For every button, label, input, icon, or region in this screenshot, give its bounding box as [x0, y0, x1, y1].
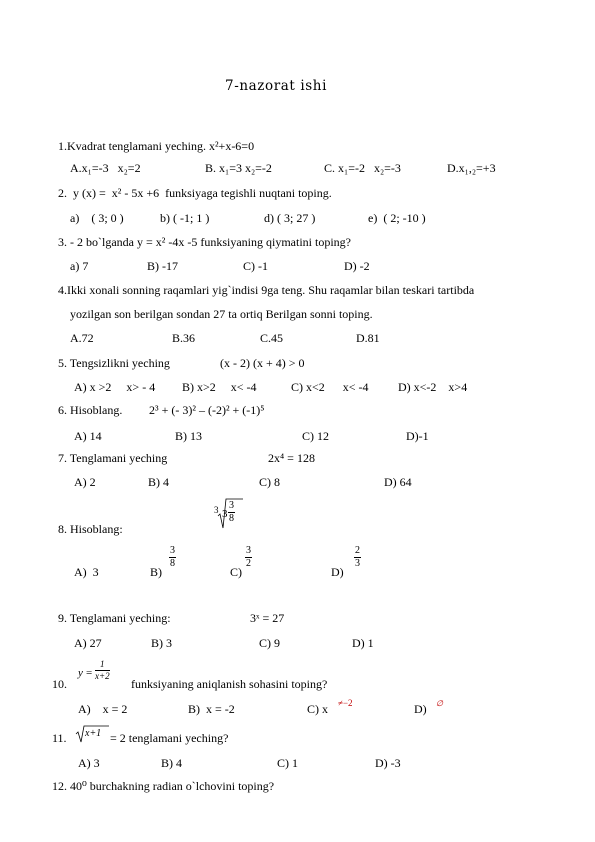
- fraction-denominator: 8: [170, 558, 175, 569]
- function-fraction: [95, 660, 110, 681]
- root-fraction: [228, 501, 235, 524]
- q8-option-b: B): [150, 565, 162, 579]
- question-7: 7. Tenglamani yeching: [58, 451, 168, 465]
- q2-option-b: b) ( -1; 1 ): [160, 211, 210, 225]
- question-12: 12. 40⁰ burchakning radian o`lchovini toping?: [52, 779, 275, 793]
- q11-option-c: C) 1: [277, 756, 298, 770]
- fraction-numerator: 2: [355, 545, 360, 556]
- question-6-expression: 2³ + (- 3)² – (-2)² + (-1)⁵: [149, 403, 265, 417]
- fraction-denominator: 3: [355, 558, 360, 569]
- q8-option-c: C): [230, 565, 242, 579]
- root-fraction-numerator: 3: [229, 500, 234, 511]
- question-2: 2. y (x) = x² - 5x +6 funksiyaga tegishli nuqtani toping.: [58, 186, 332, 200]
- radicand: x+1: [85, 728, 102, 739]
- root-fraction-denominator: 8: [229, 513, 234, 524]
- not-equal-symbol: ≠−2: [338, 698, 353, 708]
- question-8: 8. Hisoblang:: [58, 522, 123, 536]
- q6-option-b: B) 13: [175, 429, 202, 443]
- q3-option-b: B) -17: [147, 259, 178, 273]
- question-4-line-1: 4.Ikki xonali sonning raqamlari yig`indisi 9ga teng. Shu raqamlar bilan teskari tartibda: [58, 283, 475, 297]
- q9-option-c: C) 9: [259, 636, 280, 650]
- page-title: 7-nazorat ishi: [225, 78, 328, 94]
- q11-option-d: D) -3: [375, 756, 401, 770]
- q4-option-a: A.72: [70, 331, 94, 345]
- root-index: 3: [214, 505, 219, 515]
- fraction-numerator: 1: [95, 660, 110, 671]
- question-8-radical: [214, 496, 244, 532]
- q8-option-a: A) 3: [74, 565, 99, 579]
- question-9: 9. Tenglamani yeching:: [58, 611, 171, 625]
- q5-option-a: A) x >2 x> - 4: [74, 380, 156, 394]
- q3-option-c: C) -1: [243, 259, 268, 273]
- question-10: funksiyaning aniqlanish sohasini toping?: [131, 677, 328, 691]
- question-11-number: 11.: [52, 731, 67, 745]
- question-3: 3. - 2 bo`lganda y = x² -4x -5 funksiyaning qiymatini toping?: [58, 235, 351, 249]
- q5-option-d: D) x<-2 x>4: [398, 380, 468, 394]
- q7-option-b: B) 4: [148, 475, 169, 489]
- q10-option-d: D): [414, 702, 427, 716]
- fraction-numerator: 3: [170, 545, 175, 556]
- q9-option-b: B) 3: [151, 636, 172, 650]
- fraction-denominator: x+2: [95, 671, 110, 681]
- q1-option-c: C. x₁=-2 x₂=-3: [324, 161, 401, 175]
- q8-option-b-fraction: [169, 546, 176, 569]
- q5-option-b: B) x>2 x< -4: [182, 380, 257, 394]
- question-11: = 2 tenglamani yeching?: [110, 731, 229, 745]
- q9-option-d: D) 1: [352, 636, 374, 650]
- question-9-expression: 3ˣ = 27: [250, 611, 285, 625]
- root-whole: 3: [222, 508, 228, 520]
- q9-option-a: A) 27: [74, 636, 102, 650]
- q7-option-c: C) 8: [259, 475, 280, 489]
- question-11-radical: [75, 724, 111, 746]
- q10-option-c: C) x: [307, 702, 328, 716]
- question-5-expression: (x - 2) (x + 4) > 0: [220, 356, 305, 370]
- q8-option-d: D): [331, 565, 344, 579]
- question-6: 6. Hisoblang.: [58, 403, 123, 417]
- q2-option-a: a) ( 3; 0 ): [70, 211, 124, 225]
- q4-option-c: C.45: [260, 331, 284, 345]
- function-y: y: [78, 667, 83, 679]
- q10-option-a: A) x = 2: [78, 702, 128, 716]
- question-7-expression: 2x⁴ = 128: [268, 451, 315, 465]
- q3-option-a: a) 7: [70, 259, 89, 273]
- equals-sign: =: [86, 667, 93, 679]
- q3-option-d: D) -2: [344, 259, 370, 273]
- q5-option-c: C) x<2 x< -4: [291, 380, 369, 394]
- q8-option-c-fraction: [245, 546, 252, 569]
- q1-option-d: D.x₁,₂=+3: [447, 161, 496, 175]
- q11-option-b: B) 4: [161, 756, 182, 770]
- q6-option-a: A) 14: [74, 429, 102, 443]
- q4-option-b: B.36: [172, 331, 196, 345]
- q7-option-a: A) 2: [74, 475, 96, 489]
- question-1: 1.Kvadrat tenglamani yeching. x²+x-6=0: [58, 139, 255, 153]
- q7-option-d: D) 64: [384, 475, 412, 489]
- fraction-numerator: 3: [246, 545, 251, 556]
- question-10-number: 10.: [52, 677, 67, 691]
- fraction-denominator: 2: [246, 558, 251, 569]
- q6-option-c: C) 12: [302, 429, 329, 443]
- q1-option-a: A.x₁=-3 x₂=2: [70, 161, 141, 175]
- empty-set-icon: ∅: [436, 699, 443, 708]
- q2-option-c: d) ( 3; 27 ): [264, 211, 316, 225]
- q1-option-b: B. x₁=3 x₂=-2: [205, 161, 272, 175]
- q8-option-d-fraction: [354, 546, 361, 569]
- question-5: 5. Tengsizlikni yeching: [58, 356, 170, 370]
- q6-option-d: D)-1: [406, 429, 429, 443]
- q2-option-d: e) ( 2; -10 ): [368, 211, 426, 225]
- question-4-line-2: yozilgan son berilgan sondan 27 ta ortiq Berilgan sonni toping.: [70, 307, 373, 321]
- q10-option-b: B) x = -2: [188, 702, 235, 716]
- q11-option-a: A) 3: [78, 756, 100, 770]
- q4-option-d: D.81: [356, 331, 380, 345]
